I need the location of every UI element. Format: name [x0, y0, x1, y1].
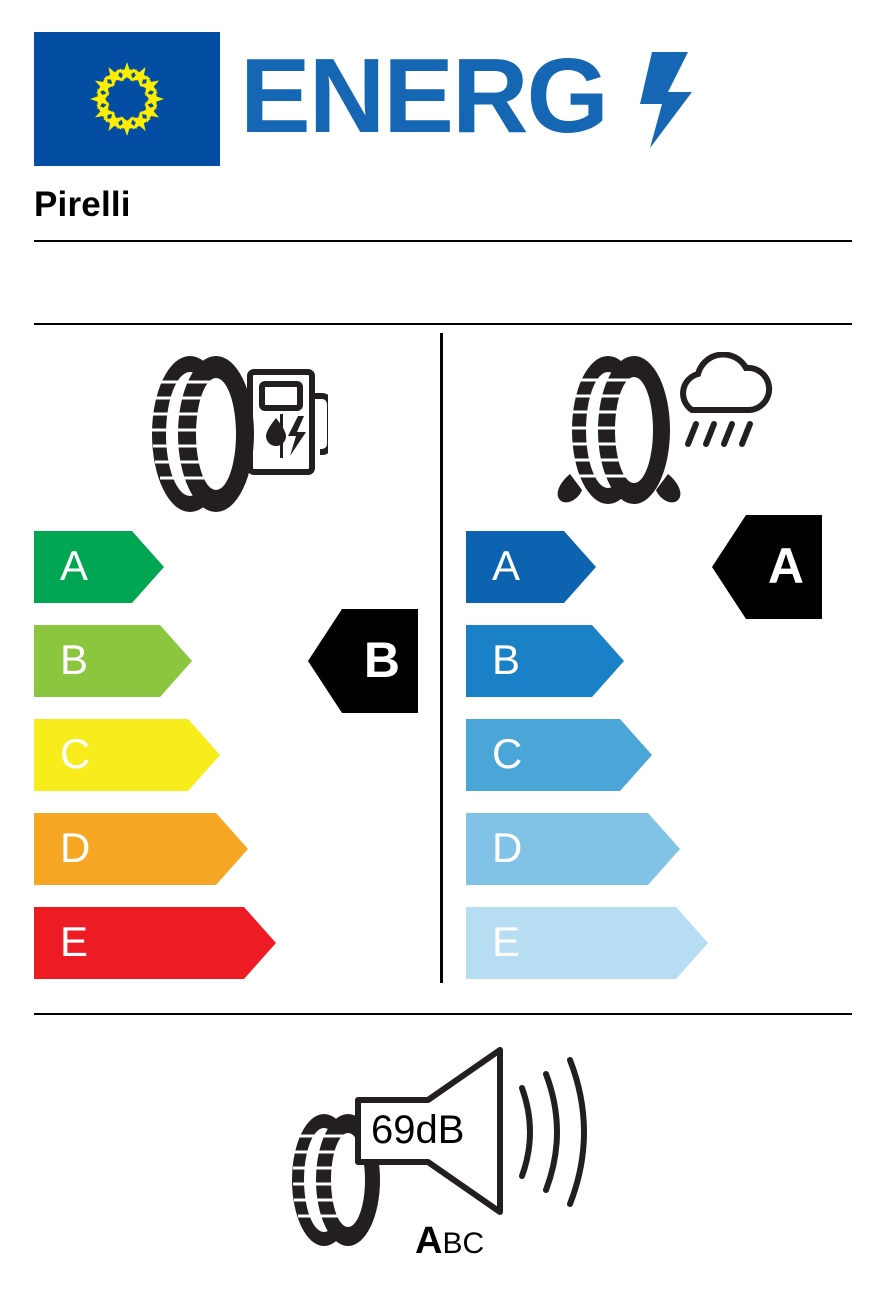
wetgrip-grade-D	[466, 813, 680, 885]
fuel-grade-B	[34, 625, 192, 697]
grade-arrow-shape	[466, 531, 596, 603]
noise-selected-class: A	[415, 1220, 443, 1262]
svg-text:ENERG: ENERG	[240, 48, 607, 152]
fuel-grade-letter: D	[60, 824, 91, 872]
wetgrip-grade-letter: E	[492, 918, 521, 966]
divider-under-brand	[34, 240, 852, 242]
noise-remaining-classes: BC	[442, 1227, 485, 1260]
wetgrip-grade-letter: D	[492, 824, 523, 872]
grade-arrow-shape	[34, 625, 192, 697]
fuel-selected-grade-letter: B	[363, 632, 400, 688]
fuel-pump-tyre-icon	[128, 352, 328, 517]
fuel-grade-letter: C	[60, 730, 91, 778]
divider-top-grid	[34, 323, 852, 325]
divider-above-noise	[34, 1013, 852, 1015]
brand-name: Pirelli	[34, 185, 131, 224]
wetgrip-grade-A	[466, 531, 596, 603]
fuel-grade-C	[34, 719, 220, 791]
wetgrip-grade-B	[466, 625, 624, 697]
noise-class-row	[415, 1222, 484, 1260]
fuel-selected-grade-marker	[308, 609, 418, 713]
fuel-grade-D	[34, 813, 248, 885]
fuel-grade-letter: B	[60, 636, 89, 684]
grade-arrow-shape	[34, 531, 164, 603]
divider-vertical	[440, 333, 443, 983]
wetgrip-grade-letter: C	[492, 730, 523, 778]
fuel-grade-A	[34, 531, 164, 603]
wetgrip-grade-C	[466, 719, 652, 791]
fuel-grade-letter: E	[60, 918, 89, 966]
eu-flag-icon	[34, 32, 220, 166]
noise-value: 69dB	[371, 1108, 465, 1152]
wetgrip-grade-E	[466, 907, 708, 979]
wetgrip-grade-letter: A	[492, 542, 521, 590]
fuel-grade-letter: A	[60, 542, 89, 590]
grade-arrow-shape	[466, 625, 624, 697]
wetgrip-grade-letter: B	[492, 636, 521, 684]
wetgrip-selected-grade-marker	[712, 515, 822, 619]
wetgrip-selected-grade-letter: A	[767, 538, 804, 594]
energ-wordmark	[240, 48, 710, 152]
fuel-grade-E	[34, 907, 276, 979]
rain-cloud-tyre-icon	[556, 352, 781, 517]
